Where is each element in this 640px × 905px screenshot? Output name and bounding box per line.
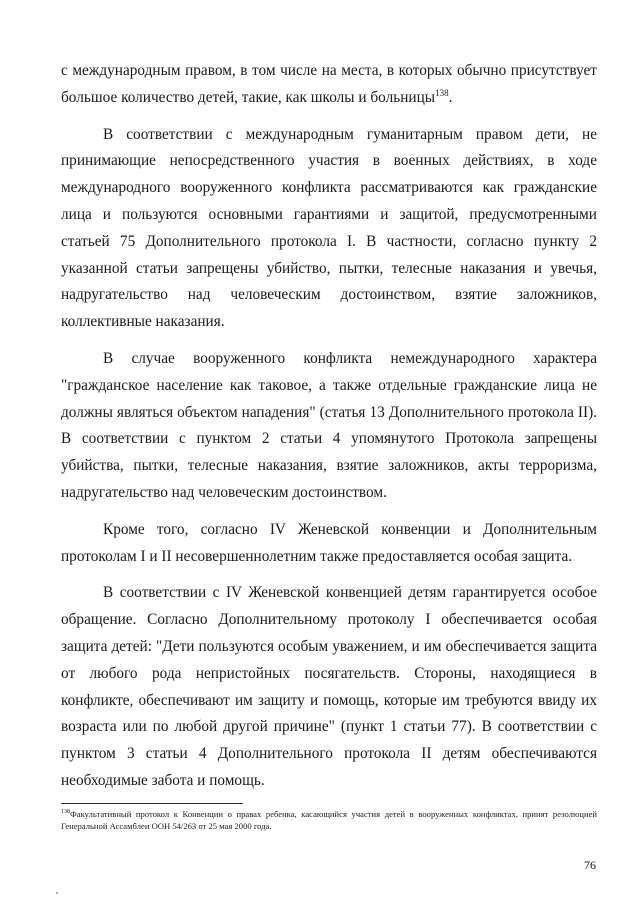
page-number: 76	[584, 858, 596, 872]
body-text	[61, 58, 597, 805]
footnote-divider	[61, 803, 243, 804]
paragraph-2: В соответствии с международным гуманитарным правом дети, не принимающие непосредственного участия в военных действиях, в ходе международного вооруженного конфликта рассматриваются как гражданские лица и пользуются основными гарантиями и защитой, предусмотренными статьей 75 Дополнительного протокола I. В частности, согласно пункту 2 указанной статьи запрещены убийство, пытки, телесные наказания и увечья, надругательство над человеческим достоинством, взятие заложников, коллективные наказания.	[61, 125, 597, 331]
footnote-number: 138	[61, 809, 70, 816]
paragraph-text: с международным правом, в том числе на места, в которых обычно присутствует большое количество детей, такие, как школы и больницы	[61, 62, 597, 106]
paragraph-1	[61, 58, 597, 112]
footnote	[61, 809, 597, 833]
paragraph-tail: .	[448, 88, 453, 106]
footnote-reference[interactable]: 138	[435, 87, 449, 98]
paragraph-3: В случае вооруженного конфликта немеждународного характера "гражданское население как таковое, а также отдельные гражданские лица не должны являться объектом нападения" (статья 13 Дополнительного протокола II). В соответствии с пунктом 2 статьи 4 упомянутого Протокола запрещены убийства, пытки, телесные наказания, взятие заложников, акты терроризма, надругательство над человеческим достоинством.	[61, 349, 597, 501]
footnote-text: Факультативный протокол к Конвенции о правах ребенка, касающийся участия детей в вооруженных конфликтах, принят резолюцией Генеральной Ассамблеи ООН 54/263 от 25 мая 2000 года.	[61, 809, 597, 831]
scan-artifact	[56, 892, 58, 894]
paragraph-5: В соответствии с IV Женевской конвенцией детям гарантируется особое обращение. Согласно Дополнительному протоколу I обеспечивается особая защита детей: "Дети пользуются особым уважением, и им обеспечивается защита от любого рода непристойных посягательств. Стороны, находящиеся в конфликте, обеспечивают им защиту и помощь, которые им требуются ввиду их возраста или по любой другой причине" (пункт 1 статьи 77). В соответствии с пунктом 3 статьи 4 Дополнительного протокола II детям обеспечиваются необходимые забота и помощь.	[61, 584, 597, 789]
paragraph-4: Кроме того, согласно IV Женевской конвенции и Дополнительным протоколам I и II несовершеннолетним также предоставляется особая защита.	[61, 520, 597, 565]
